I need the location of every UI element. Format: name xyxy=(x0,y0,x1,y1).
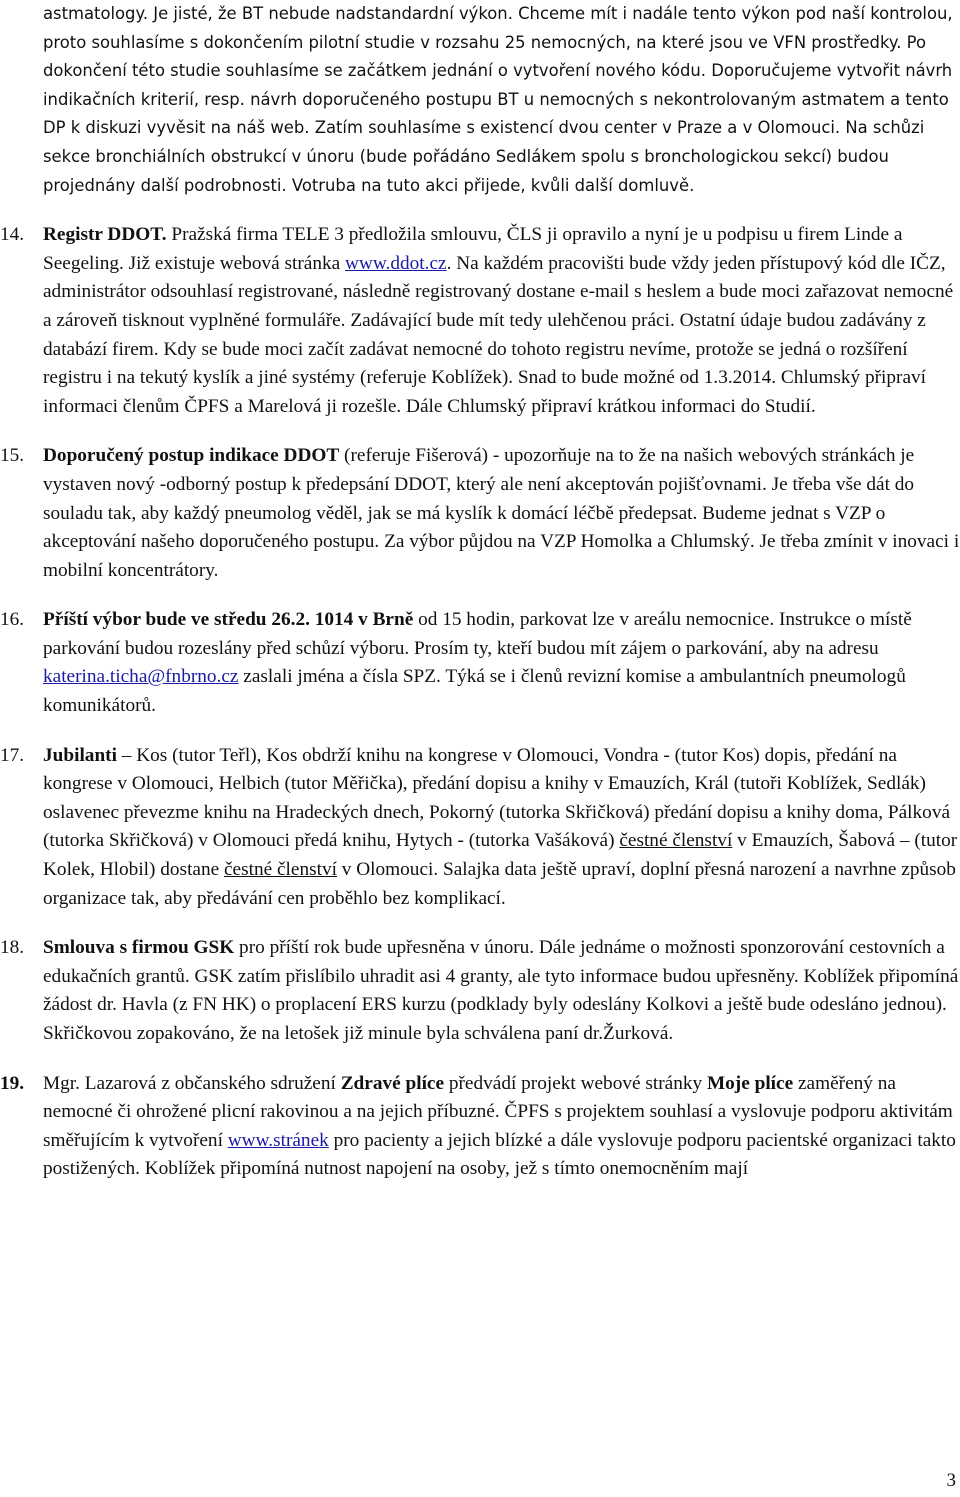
item-body: . Na každém pracovišti bude vždy jeden přístupový kód dle IČZ, administrátor odsouhlasí registrované, následně registrovaný dostane e-mail s heslem a bude moci zařazovat nemocné a zároveň tisknout vyplněné formuláře. Zadávající bude mít tedy ulehčenou práci. Ostatní údaje budou zadávány z databází firem. Kdy se bude moci začít zadávat nemocné do tohoto registru nevíme, protože se jedná o rozšíření registru i na tekutý kyslík a jiné systémy (referuje Koblížek). Snad to bude možné od 1.3.2014. Chlumský připraví informaci členům ČPFS a Marelová ji rozešle. Dále Chlumský připraví krátkou informaci do Studií. xyxy=(43,252,954,417)
item-title-2: Moje plíce xyxy=(706,1072,794,1094)
email-link[interactable]: katerina.ticha@fnbrno.cz xyxy=(43,666,239,688)
item-text xyxy=(43,606,960,720)
item-title: Zdravé plíce xyxy=(340,1072,445,1094)
intro-text-e: Na schůzi sekce bronchiálních obstrukcí v únoru (bude pořádáno Sedlákem spolu s bronchologickou sekcí) budou projednány další podrobnosti. xyxy=(43,118,925,195)
item-body: Pražská firma TELE 3 předložila smlouvu, ČLS ji opravilo a nyní je u podpisu u firem Linde a Seegeling. Již existuje webová stránka xyxy=(43,224,903,274)
item-number: 16. xyxy=(0,609,25,631)
item-text xyxy=(43,934,960,1048)
intro-text-d: Zatím souhlasíme s existencí dvou center v Praze a v Olomouci. xyxy=(309,118,841,138)
item-18 xyxy=(0,934,960,1048)
honorary-membership-text: čestné členství xyxy=(619,830,733,852)
item-body: předvádí projekt webové stránky xyxy=(444,1072,707,1094)
item-14 xyxy=(0,221,960,421)
intro-text-c: návrh doporučeného postupu BT u nemocných s nekontrolovaným astmatem a tento DP k diskuzi vyvěsit na náš web. xyxy=(43,89,949,138)
item-body: pro pacienty a jejich blízké a dále vyslovuje podporu pacientské organizaci takto postižených. Koblížek připomíná nutnost napojení na osoby, jež s tímto onemocněním mají xyxy=(43,1129,956,1180)
item-body: v Emauzích, Šabová – (tutor Kolek, Hlobil) dostane xyxy=(43,830,958,881)
item-title: Doporučený postup indikace DDOT xyxy=(43,445,340,467)
honorary-membership-text: čestné členství xyxy=(224,859,337,881)
item-16 xyxy=(0,606,960,720)
item-number: 15. xyxy=(0,445,25,467)
item-title: Smlouva s firmou GSK xyxy=(43,937,235,959)
item-number: 19. xyxy=(0,1072,25,1094)
item-text xyxy=(43,1070,960,1184)
item-body: pro příští rok bude upřesněna v únoru. Dále jednáme o možnosti sponzorování cestovních a edukačních grantů. GSK zatím přislíbilo uhradit asi 4 granty, ale tyto informace budou upřesněny. Koblížek připomíná žádost dr. Havla (z FN HK) o proplacení ERS kurzu (podklady byly odeslány Kolkovi a ještě bude odesláno jednou). Skřičkovou zopakováno, že na letošek již minule byla schválena paní dr.Žurková. xyxy=(43,937,959,1044)
item-body: Mgr. Lazarová z občanského sdružení xyxy=(43,1072,341,1094)
item-number: 18. xyxy=(0,937,25,959)
item-number: 14. xyxy=(0,224,25,246)
item-17 xyxy=(0,742,960,914)
intro-text-a: astmatology. Je jisté, že BT nebude nadstandardní výkon. Chceme mít i nadále tento výkon pod naší kontrolou, proto souhlasíme s dokončením pilotní studie v rozsahu 25 nemocných, na které jsou ve VFN prostředky. xyxy=(43,4,953,52)
item-text xyxy=(43,221,960,421)
intro-text-f: Votruba na tuto akci přijede, kvůli další domluvě. xyxy=(286,175,695,195)
intro-paragraph xyxy=(43,0,960,200)
item-number: 17. xyxy=(0,744,25,766)
item-body: – Kos (tutor Teřl), Kos obdrží knihu na kongrese v Olomouci, Vondra - (tutor Kos) dopis, předání na kongrese v Olomouci, Helbich (tutor Měřička), předání dopisu a knihy v Emauzích, Král (tutoři Koblížek, Sedlák) oslavenec převezme knihu na Hradeckých dnech, Pokorný (tutorka Skřičková) předání dopisu a knihy doma, Pálková (tutorka Skřičková) v Olomouci předá knihu, Hytych - (tutorka Vašáková) xyxy=(43,744,951,852)
item-title: Registr DDOT. xyxy=(43,224,167,246)
page-number: 3 xyxy=(946,1470,956,1491)
item-19 xyxy=(0,1070,960,1184)
web-link[interactable]: www.stránek xyxy=(227,1129,329,1151)
ddot-link[interactable]: www.ddot.cz xyxy=(345,252,447,274)
item-body: zaměřený na nemocné či ohrožené plicní rakovinou a na jejich příbuzné. ČPFS s projektem souhlasí a vyslovuje podporu aktivitám směřujícím k vytvoření xyxy=(43,1072,953,1151)
item-title: Jubilanti xyxy=(43,744,117,766)
item-text xyxy=(43,442,960,585)
item-title: Příští výbor bude ve středu 26.2. 1014 v Brně xyxy=(43,609,414,631)
item-body: zaslali jména a čísla SPZ. Týká se i členů revizní komise a ambulantních pneumologů komunikátorů. xyxy=(43,666,906,717)
item-body: v Olomouci. Salajka data ještě upraví, doplní přesná narození a navrhne způsob organizace tak, aby předávání cen proběhlo bez komplikací. xyxy=(43,859,956,909)
item-text xyxy=(43,742,960,914)
intro-text-b: Po dokončení této studie souhlasíme se začátkem jednání o vytvoření nového kódu. Doporučujeme vytvořit návrh indikačních kriterií, resp. xyxy=(43,32,953,109)
item-15 xyxy=(0,442,960,585)
item-body: od 15 hodin, parkovat lze v areálu nemocnice. Instrukce o místě parkování budou rozeslány před schůzí výboru. Prosím ty, kteří budou mít zájem o parkování, aby na adresu xyxy=(43,609,912,659)
item-body: (referuje Fišerová) - upozorňuje na to že na našich webových stránkách je vystaven nový -odborný postup k předepsání DDOT, který ale není akceptován pojišťovnami. Je třeba vše dát do souladu tak, aby každý pneumolog věděl, jak se má kyslík k domácí léčbě předepsat. Budeme jednat s VZP o akceptování našeho doporučeného postupu. Za výbor půjdou na VZP Homolka a Chlumský. Je třeba zmínit v inovaci i mobilní koncentrátory. xyxy=(43,445,960,581)
